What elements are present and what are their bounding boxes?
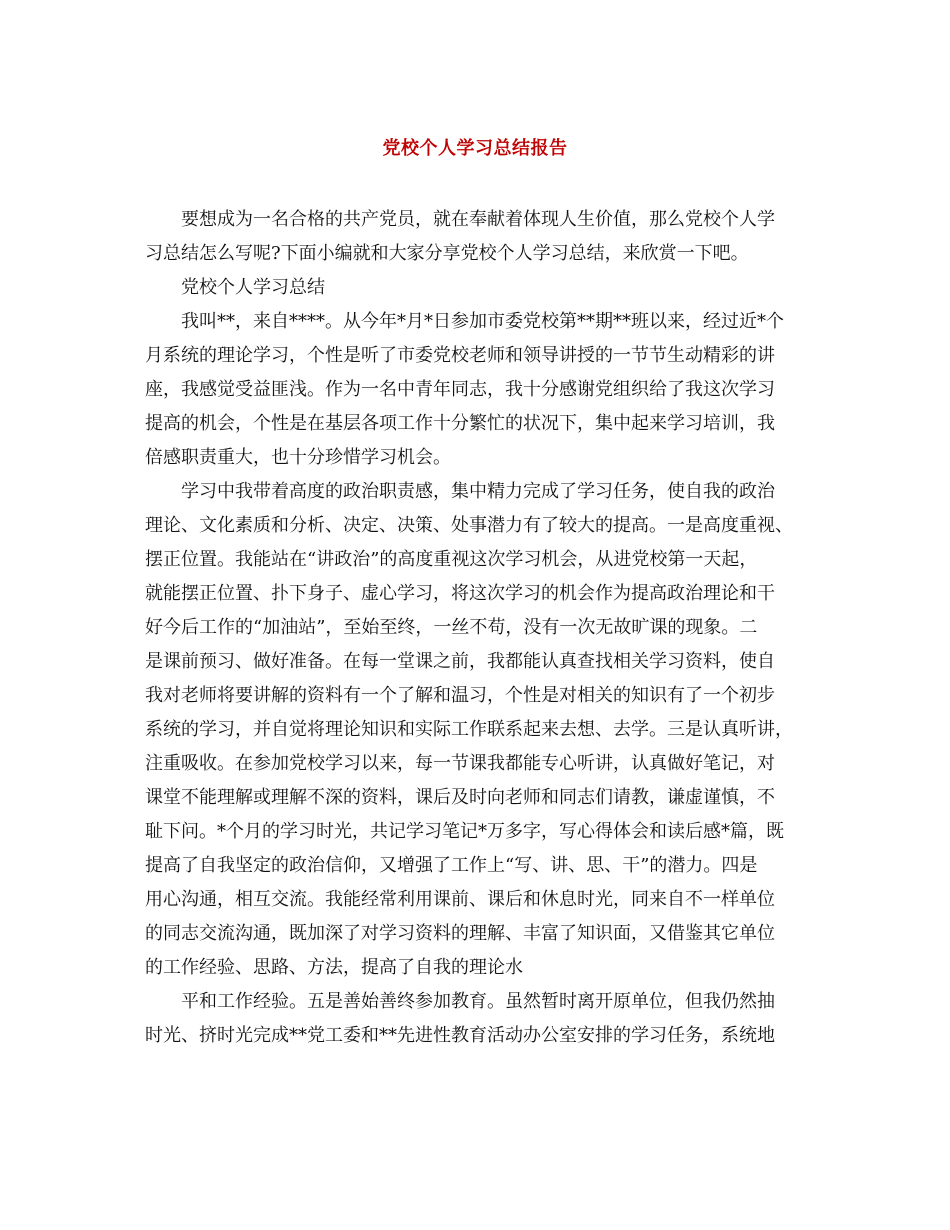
- paragraph-self-introduction: 我叫**，来自****。从今年*月*日参加市委党校第**期**班以来，经过近*个 月系统的理论学习，个性是听了市委党校老师和领导讲授的一节节生动精彩的讲 座，我感觉受益匪浅。作为一名中青年同志，我十分感谢党组织给了我这次学习 提高的机会，个性是在基层各项工作十分繁忙的状况下，集中起来学习培训，我 倍感职责重大，也十分珍惜学习机会。: [145, 311, 784, 468]
- paragraph-intro: 要想成为一名合格的共产党员，就在奉献着体现人生价值，那么党校个人学 习总结怎么写呢?下面小编就和大家分享党校个人学习总结，来欣赏一下吧。: [145, 209, 775, 264]
- paragraph-subheading: 党校个人学习总结: [181, 277, 325, 298]
- document-body: [145, 203, 805, 1053]
- document-title: 党校个人学习总结报告: [382, 138, 568, 159]
- paragraph-continuation: 平和工作经验。五是善始善终参加教育。虽然暂时离开原单位，但我仍然抽 时光、挤时光完成**党工委和**先进性教育活动办公室安排的学习任务，系统地: [145, 991, 775, 1046]
- paragraph-study-summary: 学习中我带着高度的政治职责感，集中精力完成了学习任务，使自我的政治 理论、文化素质和分析、决定、决策、处事潜力有了较大的提高。一是高度重视、 摆正位置。我能站在“讲政治”的高度重视这次学习机会，从进党校第一天起， 就能摆正位置、扑下身子、虚心学习，将这次学习的机会作为提高政治理论和干 好今后工作的“加油站”，至始至终，一丝不苟，没有一次无故旷课的现象。二 是课前预习、做好准备。在每一堂课之前，我都能认真查找相关学习资料，使自 我对老师将要讲解的资料有一个了解和温习，个性是对相关的知识有了一个初步 系统的学习，并自觉将理论知识和实际工作联系起来去想、去学。三是认真听讲， 注重吸收。在参加党校学习以来，每一节课我都能专心听讲，认真做好笔记，对 课堂不能理解或理解不深的资料，课后及时向老师和同志们请教，谦虚谨慎，不 耻下问。*个月的学习时光，共记学习笔记*万多字，写心得体会和读后感*篇，既 提高了自我坚定的政治信仰，又增强了工作上“写、讲、思、干”的潜力。四是 用心沟通，相互交流。我能经常利用课前、课后和休息时光，同来自不一样单位 的同志交流沟通，既加深了对学习资料的理解、丰富了知识面，又借鉴其它单位 的工作经验、思路、方法，提高了自我的理论水: [145, 481, 793, 978]
